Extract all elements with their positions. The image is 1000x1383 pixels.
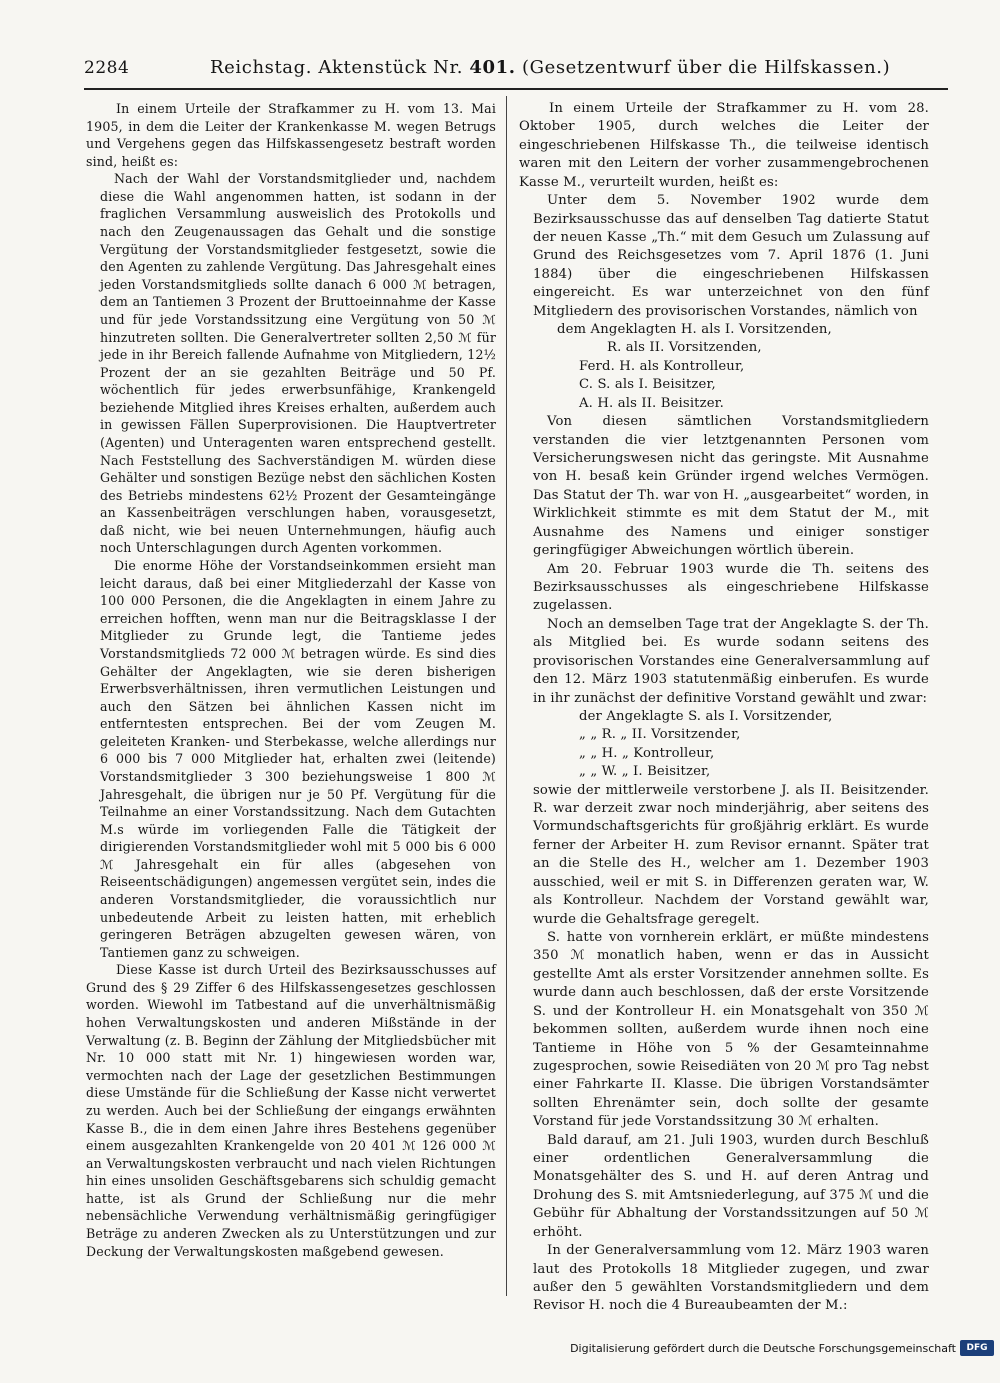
quoted-paragraph: Am 20. Februar 1903 wurde die Th. seitens des Bezirksausschusses als eingeschriebene Hilfskasse zugelassen.: [533, 561, 929, 614]
running-title-prefix: Reichstag. Aktenstück Nr.: [210, 57, 470, 78]
quoted-paragraph: S. hatte von vornherein erklärt, er müßte mindestens 350 ℳ monatlich haben, wenn er das in Aussicht gestellte Amt als erster Vorsitzender annehmen sollte. Es wurde dann auch beschlossen, daß der erste Vorsitzende S. und der Kontrolleur H. ein Monatsgehalt von 350 ℳ bekommen sollten, außerdem wurde ihnen noch eine Tantieme in Höhe von 5 % der Gesamteinnahme zugesprochen, sowie Reisediäten von 20 ℳ pro Tag nebst einer Fahrkarte II. Klasse. Die übrigen Vorstandsämter sollten Ehrenämter sein, doch sollte der gesamte Vorstand für jede Vorstandssitzung 30 ℳ erhalten.: [533, 929, 929, 1130]
paragraph: Diese Kasse ist durch Urteil des Bezirksausschusses auf Grund des § 29 Ziffer 6 des Hilfskassengesetzes geschlossen worden. Wiewohl im Tatbestand auf die unverhältnismäßig hohen Verwaltungskosten und anderen Mißstände in der Verwaltung (z. B. Beginn der Zählung der Mitgliedsbücher mit Nr. 10 000 statt mit Nr. 1) hingewiesen worden war, vermochten nach der Lage der gesetzlichen Bestimmungen diese Umstände für die Schließung der Kasse nicht verwertet zu werden. Auch bei der Schließung der eingangs erwähnten Kasse B., die in dem einen Jahre ihres Bestehens gegenüber einem ausgezahlten Krankengelde von 20 401 ℳ 126 000 ℳ an Verwaltungskosten verbraucht und nach vielen Richtungen hin eines unsoliden Geschäftsgebarens sich schuldig gemacht hatte, ist als Grund der Schließung nur die mehr nebensächliche Verwendung verhältnismäßig geringfügiger Beträge zu anderen Zwecken als zu Unterstützungen und zur Deckung der Verwaltungskosten maßgebend gewesen.: [86, 962, 496, 1259]
list-line: C. S. als I. Beisitzer,: [579, 377, 716, 393]
page-footer: [570, 1340, 1000, 1360]
column-divider: [506, 96, 507, 1296]
right-column: [519, 100, 929, 1316]
list-line: Ferd. H. als Kontrolleur,: [579, 358, 745, 374]
quoted-paragraph: In der Generalversammlung vom 12. März 1903 waren laut des Protokolls 18 Mitglieder zugegen, und zwar außer den 5 gewählten Vorstandsmitgliedern und dem Revisor H. noch die 4 Bureaubeamten der M.:: [533, 1243, 929, 1314]
list-line: „ „ W. „ I. Beisitzer,: [579, 764, 711, 780]
quoted-paragraph: Nach der Wahl der Vorstandsmitglieder und, nachdem diese die Wahl angenommen hatten, ist sodann in der fraglichen Versammlung ausweislich des Protokolls und nach den Zeugenaussagen das Gehalt und die sonstige Vergütung der Vorstandsmitglieder festgesetzt, sowie die den Agenten zu zahlende Vergütung. Das Jahresgehalt eines jeden Vorstandsmitglieds sollte danach 6 000 ℳ betragen, dem an Tantiemen 3 Prozent der Bruttoeinnahme der Kasse und für jede Vorstandssitzung eine Vergütung von 50 ℳ hinzutreten sollten. Die Generalvertreter sollten 2,50 ℳ für jede in ihr Bereich fallende Aufnahme von Mitgliedern, 12½ Prozent der an sie gezahlten Beiträge und 50 Pf. wöchentlich für jedes erwerbsunfähige, Krankengeld beziehende Mitglied ihres Kreises erhalten, außerdem auch in gewissen Fällen Superprovisionen. Die Hauptvertreter (Agenten) und Unteragenten waren entsprechend gestellt. Nach Feststellung des Sachverständigen M. würden diese Gehälter und sonstigen Bezüge nebst den sächlichen Kosten des Betriebs mindestens 62½ Prozent der Gesamteingänge an Kassenbeiträgen verschlungen haben, vorausgesetzt, daß nicht, wie bei neuen Unternehmungen, häufig auch noch Unterschlagungen durch Agenten vorkommen.: [100, 171, 496, 556]
running-title-suffix: (Gesetzentwurf über die Hilfskassen.): [515, 57, 891, 78]
paragraph: In einem Urteile der Strafkammer zu H. vom 13. Mai 1905, in dem die Leiter der Krankenkasse M. wegen Betrugs und Vergehens gegen das Hilfskassengesetz bestraft worden sind, heißt es:: [86, 101, 496, 169]
quoted-paragraph: Bald darauf, am 21. Juli 1903, wurden durch Beschluß einer ordentlichen Generalversammlung die Monatsgehälter des S. und H. auf deren Antrag und Drohung des S. mit Amtsniederlegung, auf 375 ℳ und die Gebühr für Abhaltung der Vorstandssitzungen auf 50 ℳ erhöht.: [533, 1132, 930, 1240]
running-title: [210, 57, 910, 78]
dfg-logo-icon: DFG: [960, 1340, 994, 1356]
list-line: dem Angeklagten H. als I. Vorsitzenden,: [557, 322, 832, 338]
list-line: der Angeklagte S. als I. Vorsitzender,: [579, 708, 833, 724]
paragraph: In einem Urteile der Strafkammer zu H. vom 28. Oktober 1905, durch welches die Leiter der eingeschriebenen Hilfskasse Th., die teilweise identisch waren mit den Leitern der vorher zusammengebrochenen Kasse M., verurteilt wurden, heißt es:: [519, 101, 929, 190]
digitization-credit: Digitalisierung gefördert durch die Deutsche Forschungsgemeinschaft: [570, 1342, 956, 1355]
list-line: „ „ R. „ II. Vorsitzender,: [579, 727, 741, 743]
header-rule: [84, 88, 948, 90]
page-number: 2284: [84, 58, 130, 78]
quoted-paragraph: Noch an demselben Tage trat der Angeklagte S. der Th. als Mitglied bei. Es wurde sodann seitens des provisorischen Vorstandes eine Generalversammlung auf den 12. März 1903 statutenmäßig einberufen. Es wurde in ihr zunächst der definitive Vorstand gewählt und zwar:: [533, 616, 929, 706]
left-column: [86, 100, 496, 1260]
list-line: A. H. als II. Beisitzer.: [579, 395, 725, 411]
quoted-paragraph: Die enorme Höhe der Vorstandseinkommen ersieht man leicht daraus, daß bei einer Mitgliederzahl der Kasse von 100 000 Personen, die die Angeklagten in einem Jahre zu erreichen hofften, wenn man nur die Beitragsklasse I der Mitglieder zu Grunde legt, die Tantieme jedes Vorstandsmitglieds 72 000 ℳ betragen würde. Es sind dies Gehälter der Angeklagten, wie sie deren bisherigen Erwerbsverhältnissen, ihren vermutlichen Leistungen und auch den Sätzen bei ähnlichen Kassen nicht im entferntesten entsprechen. Bei der vom Zeugen M. geleiteten Kranken- und Sterbekasse, welche allerdings nur 6 000 bis 7 000 Mitglieder hat, erhalten zwei (leitende) Vorstandsmitglieder 3 300 beziehungsweise 1 800 ℳ Jahresgehalt, die übrigen nur je 50 Pf. Vergütung für die Teilnahme an einer Vorstandssitzung. Nach dem Gutachten M.s würde im vorliegenden Falle die Tätigkeit der dirigierenden Vorstandsmitglieder wohl mit 5 000 bis 6 000 ℳ Jahresgehalt ein für alles (abgesehen von Reiseentschädigungen) angemessen vergütet sein, indes die anderen Vorstandsmitglieder, die voraussichtlich nur unbedeutende Arbeit zu leisten hatten, mit erheblich geringeren Beträgen abzugelten gewesen wären, von Tantiemen ganz zu schweigen.: [100, 558, 496, 960]
quoted-paragraph: Von diesen sämtlichen Vorstandsmitgliedern verstanden die vier letztgenannten Personen vom Versicherungswesen nicht das geringste. Mit Ausnahme von H. besaß kein Gründer irgend welches Vermögen. Das Statut der Th. war von H. „ausgearbeitet“ worden, in Wirklichkeit stimmte es mit dem Statut der M., mit Ausnahme des Namens und einiger sonstiger geringfügiger Abweichungen wörtlich überein.: [533, 414, 929, 559]
document-number: 401.: [469, 57, 516, 78]
page-header: [84, 58, 948, 86]
quoted-paragraph: sowie der mittlerweile verstorbene J. als II. Beisitzender. R. war derzeit zwar noch minderjährig, aber seitens des Vormundschaftsgerichts für großjährig erklärt. Es wurde ferner der Arbeiter H. zum Revisor ernannt. Später trat an die Stelle des H., welcher am 1. Dezember 1903 ausschied, weil er mit S. in Differenzen geraten war, W. als Kontrolleur. Nachdem der Vorstand gewählt war, wurde die Gehaltsfrage geregelt.: [533, 782, 929, 927]
list-line: „ „ H. „ Kontrolleur,: [579, 745, 715, 761]
quoted-paragraph: Unter dem 5. November 1902 wurde dem Bezirksausschusse das auf denselben Tag datierte Statut der neuen Kasse „Th.“ mit dem Gesuch um Zulassung auf Grund des Reichsgesetzes vom 7. April 1876 (1. Juni 1884) über die eingeschriebenen Hilfskassen eingereicht. Es war unterzeichnet von den fünf Mitgliedern des provisorischen Vorstandes, nämlich von: [533, 193, 929, 319]
list-line: R. als II. Vorsitzenden,: [607, 340, 762, 356]
